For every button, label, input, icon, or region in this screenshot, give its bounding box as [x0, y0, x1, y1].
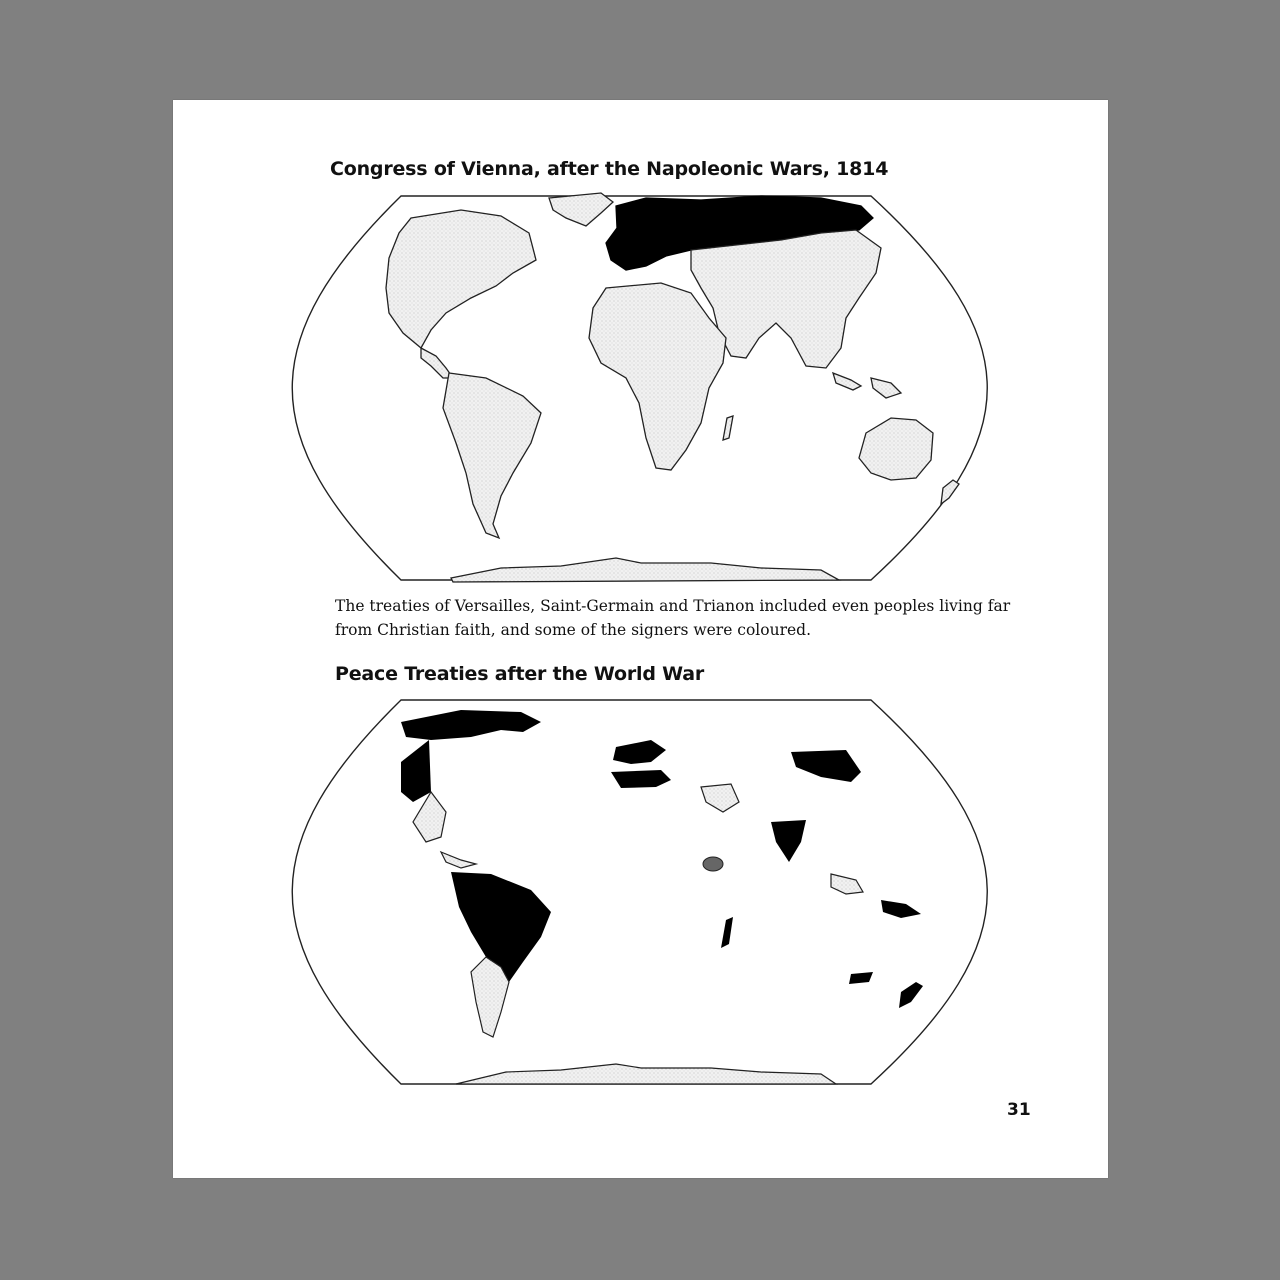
book-page	[173, 100, 1108, 1178]
page-number: 31	[1007, 1100, 1031, 1120]
ethiopia	[703, 857, 723, 871]
world-map-peace-treaties	[261, 692, 1031, 1092]
world-map-vienna	[261, 188, 1031, 588]
map-title-vienna: Congress of Vienna, after the Napoleonic Wars, 1814	[330, 158, 889, 180]
caption-text: The treaties of Versailles, Saint-Germain and Trianon included even peoples living far from Christian faith, and some of the signers were coloured.	[335, 597, 1011, 639]
map-title-world-war: Peace Treaties after the World War	[335, 663, 705, 685]
